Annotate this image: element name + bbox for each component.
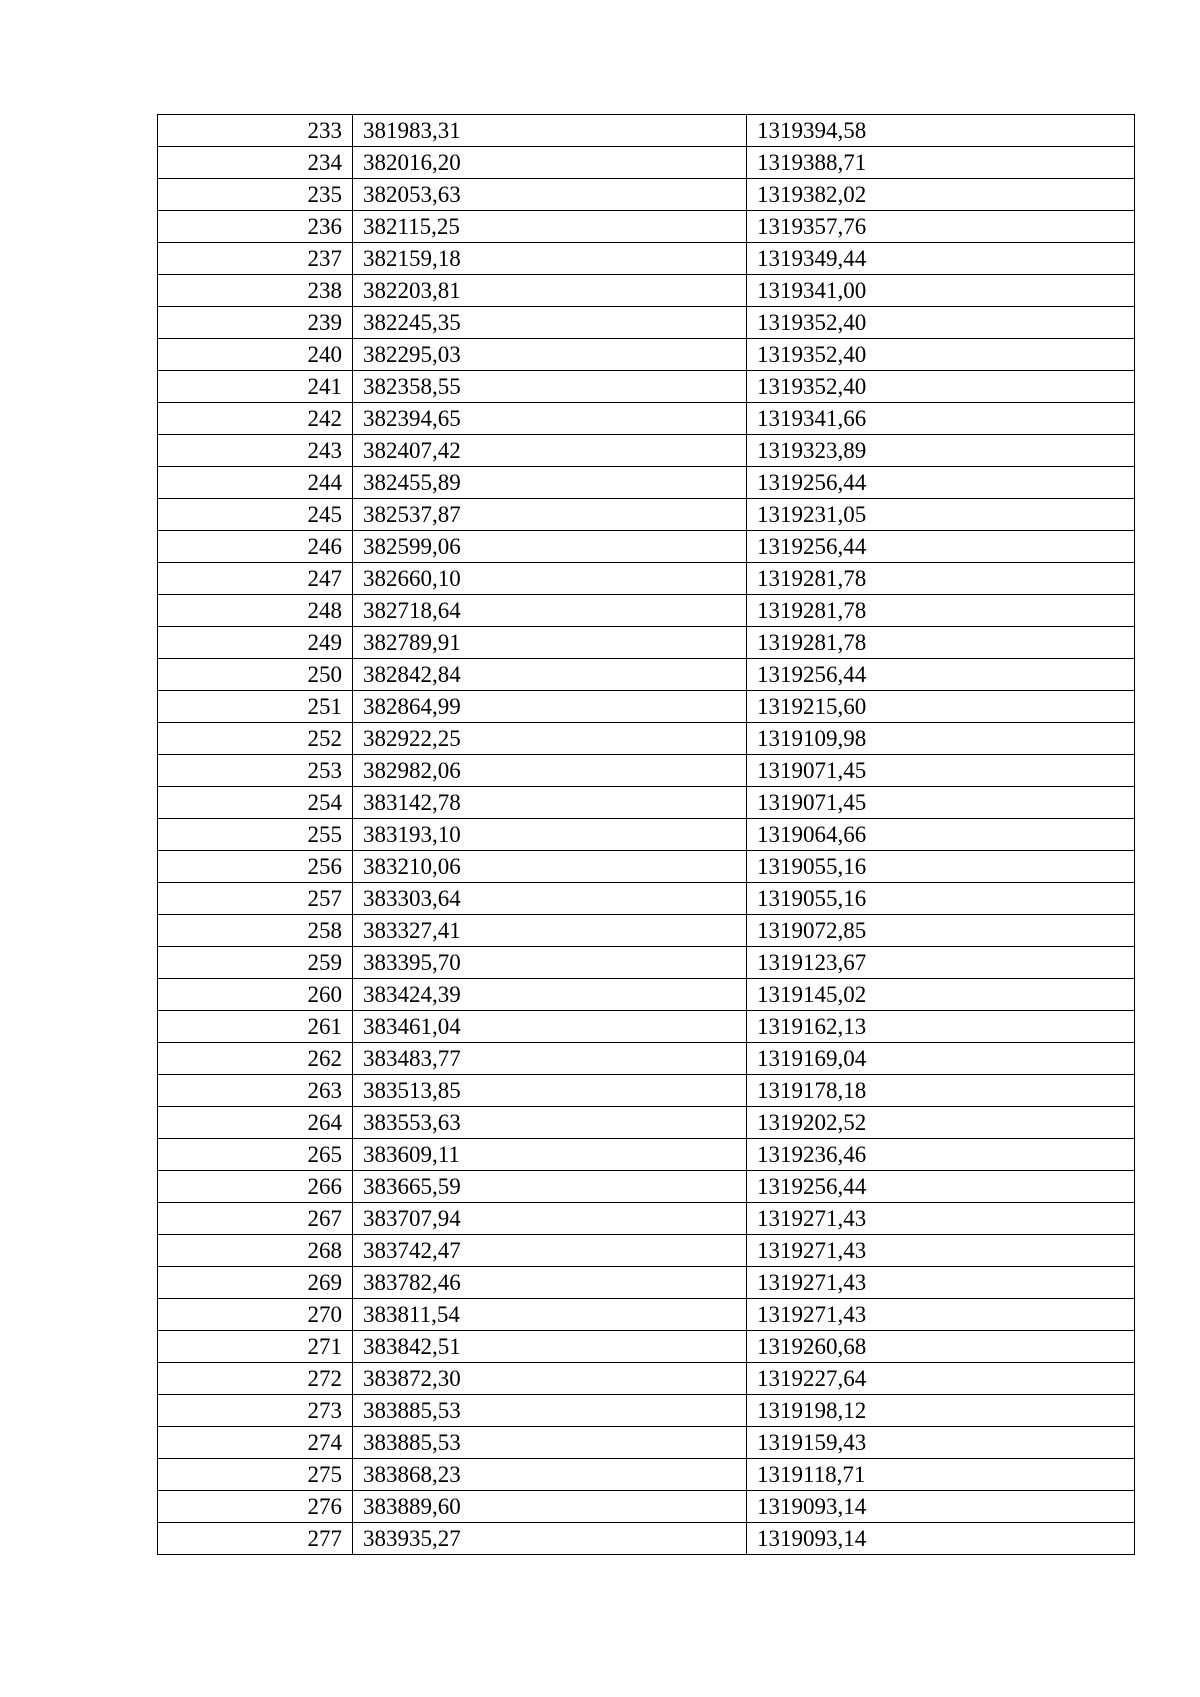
x-coordinate-cell: 383885,53 (353, 1395, 747, 1427)
table-row (158, 115, 1135, 147)
point-number-cell: 264 (158, 1107, 353, 1139)
table-row (158, 1139, 1135, 1171)
x-coordinate-cell: 383483,77 (353, 1043, 747, 1075)
y-coordinate-cell: 1319109,98 (747, 723, 1135, 755)
point-number-cell: 265 (158, 1139, 353, 1171)
x-coordinate-cell: 383553,63 (353, 1107, 747, 1139)
y-coordinate-cell: 1319198,12 (747, 1395, 1135, 1427)
point-number-cell: 266 (158, 1171, 353, 1203)
y-coordinate-cell: 1319352,40 (747, 307, 1135, 339)
x-coordinate-cell: 382358,55 (353, 371, 747, 403)
x-coordinate-cell: 382016,20 (353, 147, 747, 179)
table-row (158, 1491, 1135, 1523)
x-coordinate-cell: 382245,35 (353, 307, 747, 339)
y-coordinate-cell: 1319215,60 (747, 691, 1135, 723)
y-coordinate-cell: 1319271,43 (747, 1267, 1135, 1299)
point-number-cell: 234 (158, 147, 353, 179)
y-coordinate-cell: 1319349,44 (747, 243, 1135, 275)
table-row (158, 1523, 1135, 1555)
y-coordinate-cell: 1319256,44 (747, 531, 1135, 563)
y-coordinate-cell: 1319055,16 (747, 883, 1135, 915)
coordinates-table (157, 114, 1135, 1555)
x-coordinate-cell: 382842,84 (353, 659, 747, 691)
x-coordinate-cell: 383327,41 (353, 915, 747, 947)
point-number-cell: 258 (158, 915, 353, 947)
x-coordinate-cell: 383842,51 (353, 1331, 747, 1363)
point-number-cell: 241 (158, 371, 353, 403)
table-row (158, 563, 1135, 595)
y-coordinate-cell: 1319281,78 (747, 595, 1135, 627)
x-coordinate-cell: 383303,64 (353, 883, 747, 915)
table-row (158, 1427, 1135, 1459)
table-row (158, 1299, 1135, 1331)
table-row (158, 147, 1135, 179)
y-coordinate-cell: 1319271,43 (747, 1235, 1135, 1267)
x-coordinate-cell: 383513,85 (353, 1075, 747, 1107)
x-coordinate-cell: 382115,25 (353, 211, 747, 243)
table-row (158, 1459, 1135, 1491)
table-row (158, 627, 1135, 659)
y-coordinate-cell: 1319093,14 (747, 1491, 1135, 1523)
y-coordinate-cell: 1319256,44 (747, 467, 1135, 499)
y-coordinate-cell: 1319145,02 (747, 979, 1135, 1011)
point-number-cell: 251 (158, 691, 353, 723)
y-coordinate-cell: 1319227,64 (747, 1363, 1135, 1395)
table-row (158, 1235, 1135, 1267)
point-number-cell: 252 (158, 723, 353, 755)
y-coordinate-cell: 1319064,66 (747, 819, 1135, 851)
x-coordinate-cell: 382053,63 (353, 179, 747, 211)
point-number-cell: 256 (158, 851, 353, 883)
table-row (158, 1267, 1135, 1299)
x-coordinate-cell: 383742,47 (353, 1235, 747, 1267)
point-number-cell: 270 (158, 1299, 353, 1331)
table-row (158, 979, 1135, 1011)
y-coordinate-cell: 1319231,05 (747, 499, 1135, 531)
x-coordinate-cell: 383889,60 (353, 1491, 747, 1523)
table-row (158, 467, 1135, 499)
y-coordinate-cell: 1319071,45 (747, 755, 1135, 787)
point-number-cell: 237 (158, 243, 353, 275)
x-coordinate-cell: 382455,89 (353, 467, 747, 499)
table-row (158, 1363, 1135, 1395)
x-coordinate-cell: 382407,42 (353, 435, 747, 467)
point-number-cell: 269 (158, 1267, 353, 1299)
point-number-cell: 253 (158, 755, 353, 787)
table-row (158, 691, 1135, 723)
x-coordinate-cell: 382982,06 (353, 755, 747, 787)
point-number-cell: 267 (158, 1203, 353, 1235)
y-coordinate-cell: 1319256,44 (747, 659, 1135, 691)
x-coordinate-cell: 382864,99 (353, 691, 747, 723)
point-number-cell: 243 (158, 435, 353, 467)
y-coordinate-cell: 1319394,58 (747, 115, 1135, 147)
x-coordinate-cell: 382203,81 (353, 275, 747, 307)
point-number-cell: 262 (158, 1043, 353, 1075)
x-coordinate-cell: 382922,25 (353, 723, 747, 755)
point-number-cell: 277 (158, 1523, 353, 1555)
point-number-cell: 263 (158, 1075, 353, 1107)
point-number-cell: 236 (158, 211, 353, 243)
x-coordinate-cell: 383935,27 (353, 1523, 747, 1555)
y-coordinate-cell: 1319093,14 (747, 1523, 1135, 1555)
table-row (158, 819, 1135, 851)
point-number-cell: 238 (158, 275, 353, 307)
point-number-cell: 274 (158, 1427, 353, 1459)
point-number-cell: 247 (158, 563, 353, 595)
x-coordinate-cell: 383395,70 (353, 947, 747, 979)
x-coordinate-cell: 383885,53 (353, 1427, 747, 1459)
point-number-cell: 242 (158, 403, 353, 435)
point-number-cell: 240 (158, 339, 353, 371)
point-number-cell: 244 (158, 467, 353, 499)
y-coordinate-cell: 1319071,45 (747, 787, 1135, 819)
x-coordinate-cell: 382599,06 (353, 531, 747, 563)
point-number-cell: 249 (158, 627, 353, 659)
x-coordinate-cell: 383811,54 (353, 1299, 747, 1331)
x-coordinate-cell: 383782,46 (353, 1267, 747, 1299)
x-coordinate-cell: 382718,64 (353, 595, 747, 627)
y-coordinate-cell: 1319055,16 (747, 851, 1135, 883)
point-number-cell: 250 (158, 659, 353, 691)
y-coordinate-cell: 1319382,02 (747, 179, 1135, 211)
point-number-cell: 276 (158, 1491, 353, 1523)
table-row (158, 1171, 1135, 1203)
table-row (158, 211, 1135, 243)
x-coordinate-cell: 383461,04 (353, 1011, 747, 1043)
table-row (158, 1107, 1135, 1139)
table-row (158, 403, 1135, 435)
y-coordinate-cell: 1319281,78 (747, 563, 1135, 595)
table-row (158, 499, 1135, 531)
table-row (158, 595, 1135, 627)
x-coordinate-cell: 383210,06 (353, 851, 747, 883)
x-coordinate-cell: 382537,87 (353, 499, 747, 531)
point-number-cell: 254 (158, 787, 353, 819)
point-number-cell: 273 (158, 1395, 353, 1427)
x-coordinate-cell: 383707,94 (353, 1203, 747, 1235)
point-number-cell: 272 (158, 1363, 353, 1395)
y-coordinate-cell: 1319352,40 (747, 371, 1135, 403)
y-coordinate-cell: 1319169,04 (747, 1043, 1135, 1075)
y-coordinate-cell: 1319388,71 (747, 147, 1135, 179)
table-row (158, 435, 1135, 467)
point-number-cell: 275 (158, 1459, 353, 1491)
y-coordinate-cell: 1319159,43 (747, 1427, 1135, 1459)
table-row (158, 275, 1135, 307)
x-coordinate-cell: 382394,65 (353, 403, 747, 435)
y-coordinate-cell: 1319202,52 (747, 1107, 1135, 1139)
y-coordinate-cell: 1319341,66 (747, 403, 1135, 435)
table-row (158, 531, 1135, 563)
table-row (158, 659, 1135, 691)
table-row (158, 787, 1135, 819)
table-row (158, 883, 1135, 915)
table-row (158, 1075, 1135, 1107)
y-coordinate-cell: 1319271,43 (747, 1299, 1135, 1331)
x-coordinate-cell: 383665,59 (353, 1171, 747, 1203)
y-coordinate-cell: 1319341,00 (747, 275, 1135, 307)
table-row (158, 947, 1135, 979)
table-row (158, 723, 1135, 755)
point-number-cell: 235 (158, 179, 353, 211)
table-row (158, 1043, 1135, 1075)
table-row (158, 179, 1135, 211)
y-coordinate-cell: 1319162,13 (747, 1011, 1135, 1043)
point-number-cell: 245 (158, 499, 353, 531)
table-row (158, 1011, 1135, 1043)
coordinates-table-body (158, 115, 1135, 1555)
point-number-cell: 257 (158, 883, 353, 915)
x-coordinate-cell: 383872,30 (353, 1363, 747, 1395)
point-number-cell: 260 (158, 979, 353, 1011)
point-number-cell: 271 (158, 1331, 353, 1363)
x-coordinate-cell: 381983,31 (353, 115, 747, 147)
y-coordinate-cell: 1319256,44 (747, 1171, 1135, 1203)
x-coordinate-cell: 383193,10 (353, 819, 747, 851)
table-row (158, 1331, 1135, 1363)
point-number-cell: 233 (158, 115, 353, 147)
y-coordinate-cell: 1319323,89 (747, 435, 1135, 467)
point-number-cell: 248 (158, 595, 353, 627)
point-number-cell: 255 (158, 819, 353, 851)
y-coordinate-cell: 1319118,71 (747, 1459, 1135, 1491)
table-row (158, 915, 1135, 947)
table-row (158, 371, 1135, 403)
x-coordinate-cell: 383868,23 (353, 1459, 747, 1491)
point-number-cell: 246 (158, 531, 353, 563)
x-coordinate-cell: 383142,78 (353, 787, 747, 819)
y-coordinate-cell: 1319271,43 (747, 1203, 1135, 1235)
y-coordinate-cell: 1319178,18 (747, 1075, 1135, 1107)
y-coordinate-cell: 1319072,85 (747, 915, 1135, 947)
y-coordinate-cell: 1319260,68 (747, 1331, 1135, 1363)
x-coordinate-cell: 382159,18 (353, 243, 747, 275)
x-coordinate-cell: 383424,39 (353, 979, 747, 1011)
table-row (158, 1203, 1135, 1235)
x-coordinate-cell: 382295,03 (353, 339, 747, 371)
y-coordinate-cell: 1319123,67 (747, 947, 1135, 979)
table-row (158, 755, 1135, 787)
x-coordinate-cell: 382789,91 (353, 627, 747, 659)
point-number-cell: 259 (158, 947, 353, 979)
y-coordinate-cell: 1319357,76 (747, 211, 1135, 243)
y-coordinate-cell: 1319236,46 (747, 1139, 1135, 1171)
table-row (158, 1395, 1135, 1427)
table-row (158, 243, 1135, 275)
point-number-cell: 268 (158, 1235, 353, 1267)
x-coordinate-cell: 382660,10 (353, 563, 747, 595)
y-coordinate-cell: 1319281,78 (747, 627, 1135, 659)
x-coordinate-cell: 383609,11 (353, 1139, 747, 1171)
y-coordinate-cell: 1319352,40 (747, 339, 1135, 371)
table-row (158, 307, 1135, 339)
table-row (158, 851, 1135, 883)
point-number-cell: 261 (158, 1011, 353, 1043)
table-row (158, 339, 1135, 371)
point-number-cell: 239 (158, 307, 353, 339)
